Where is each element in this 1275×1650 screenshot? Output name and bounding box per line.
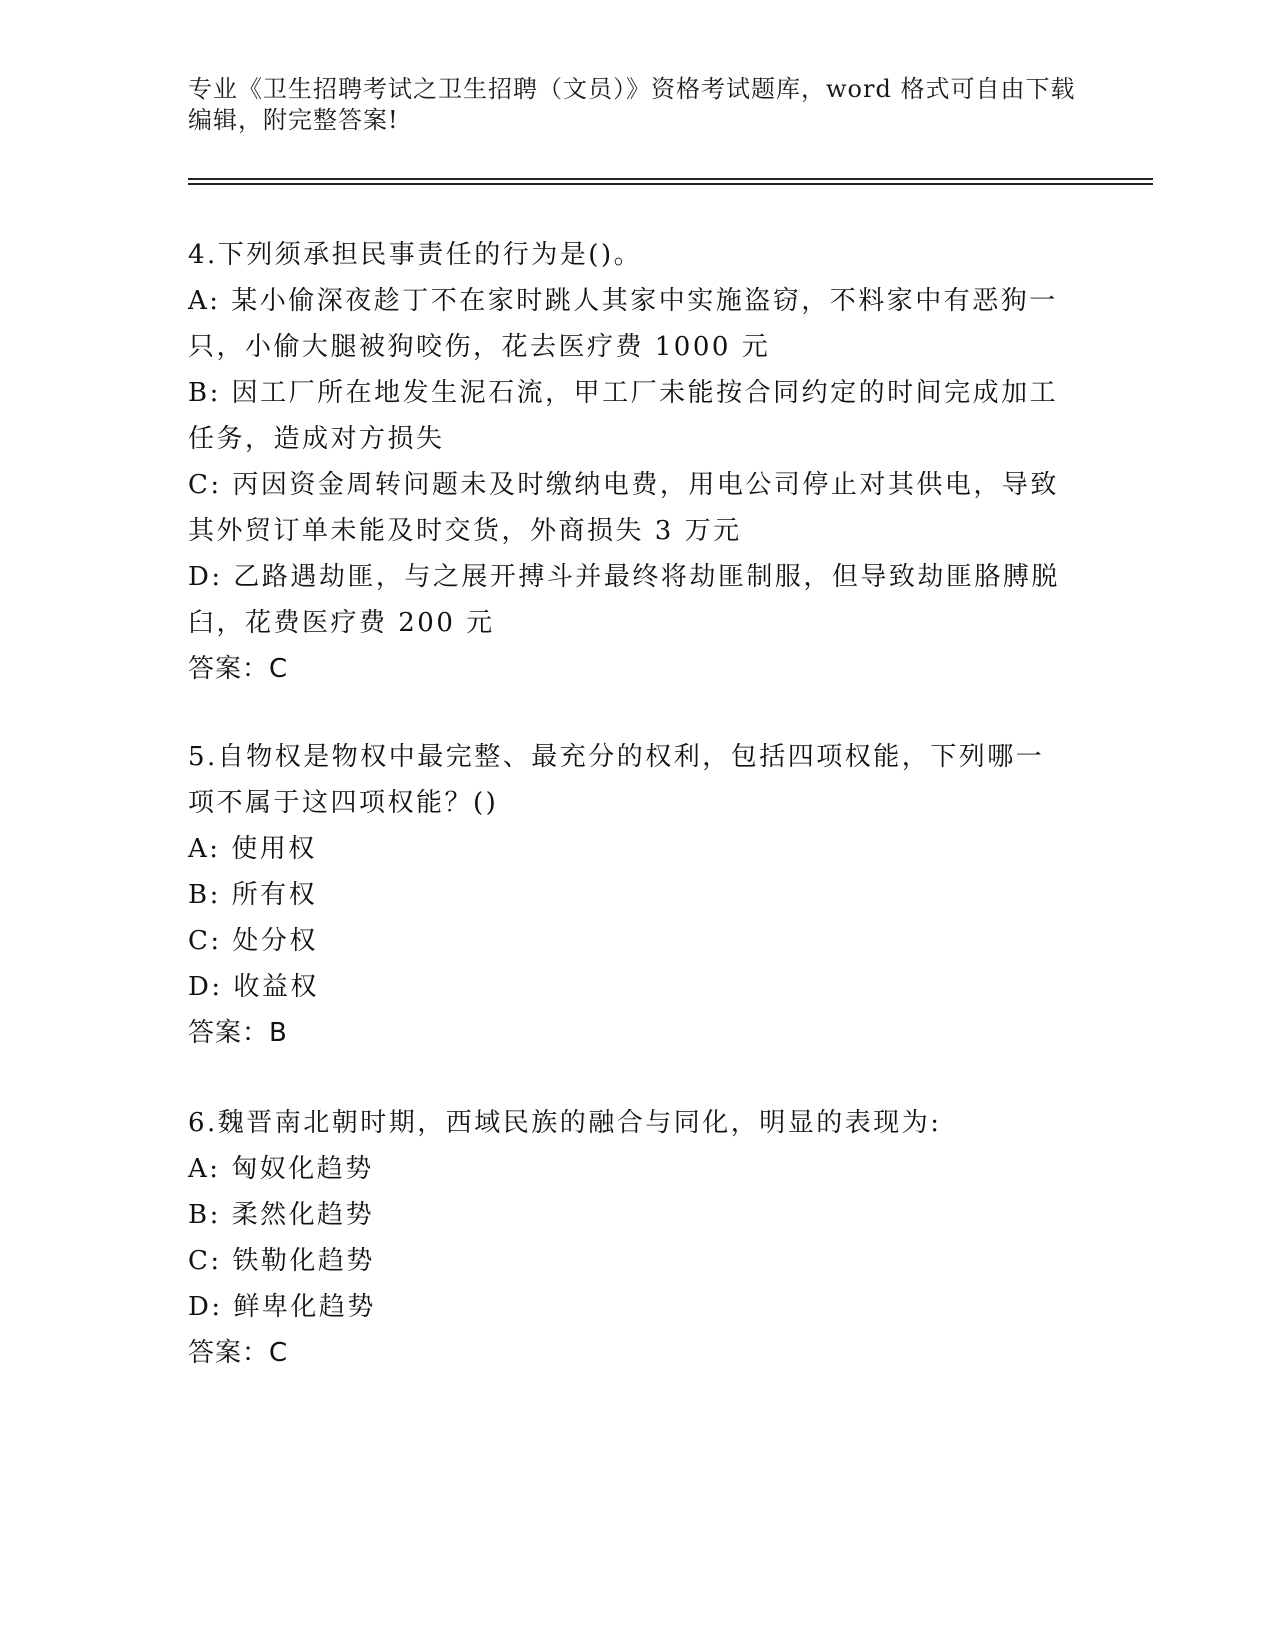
answer-label: 答案：B [188,1018,288,1048]
question-5 [188,734,1088,1056]
header-divider-top [188,178,1153,180]
option-c: C: 铁勒化趋势 [188,1246,375,1276]
option-a: A: 使用权 [188,834,317,864]
header-divider-bottom [188,183,1153,185]
option-c-continued: 其外贸订单未能及时交货，外商损失 3 万元 [188,516,742,546]
option-d: D: 收益权 [188,972,319,1002]
question-stem: 6.魏晋南北朝时期，西域民族的融合与同化，明显的表现为: [188,1108,942,1138]
answer-label: 答案：C [188,654,289,684]
question-stem: 4.下列须承担民事责任的行为是()。 [188,240,643,270]
option-a: A: 某小偷深夜趁丁不在家时跳人其家中实施盗窃，不料家中有恶狗一 [188,286,1058,316]
option-c: C: 处分权 [188,926,318,956]
option-b: B: 柔然化趋势 [188,1200,375,1230]
question-4 [188,232,1088,692]
header-line-1: 专业《卫生招聘考试之卫生招聘（文员）》资格考试题库，word 格式可自由下载 [188,75,1076,103]
option-b-continued: 任务，造成对方损失 [188,424,445,454]
option-a: A: 匈奴化趋势 [188,1154,374,1184]
option-a-continued: 只，小偷大腿被狗咬伤，花去医疗费 1000 元 [188,332,771,362]
question-stem-continued: 项不属于这四项权能？() [188,788,499,818]
option-d-continued: 臼，花费医疗费 200 元 [188,608,495,638]
question-6 [188,1100,1088,1376]
option-d: D: 鲜卑化趋势 [188,1292,376,1322]
option-b: B: 所有权 [188,880,318,910]
answer-label: 答案：C [188,1338,289,1368]
option-d: D: 乙路遇劫匪，与之展开搏斗并最终将劫匪制服，但导致劫匪胳膊脱 [188,562,1060,592]
header-line-2: 编辑，附完整答案! [188,106,399,134]
option-c: C: 丙因资金周转问题未及时缴纳电费，用电公司停止对其供电，导致 [188,470,1059,500]
question-stem: 5.自物权是物权中最完整、最充分的权利，包括四项权能，下列哪一 [188,742,1045,772]
document-header [188,74,1076,136]
option-b: B: 因工厂所在地发生泥石流，甲工厂未能按合同约定的时间完成加工 [188,378,1059,408]
